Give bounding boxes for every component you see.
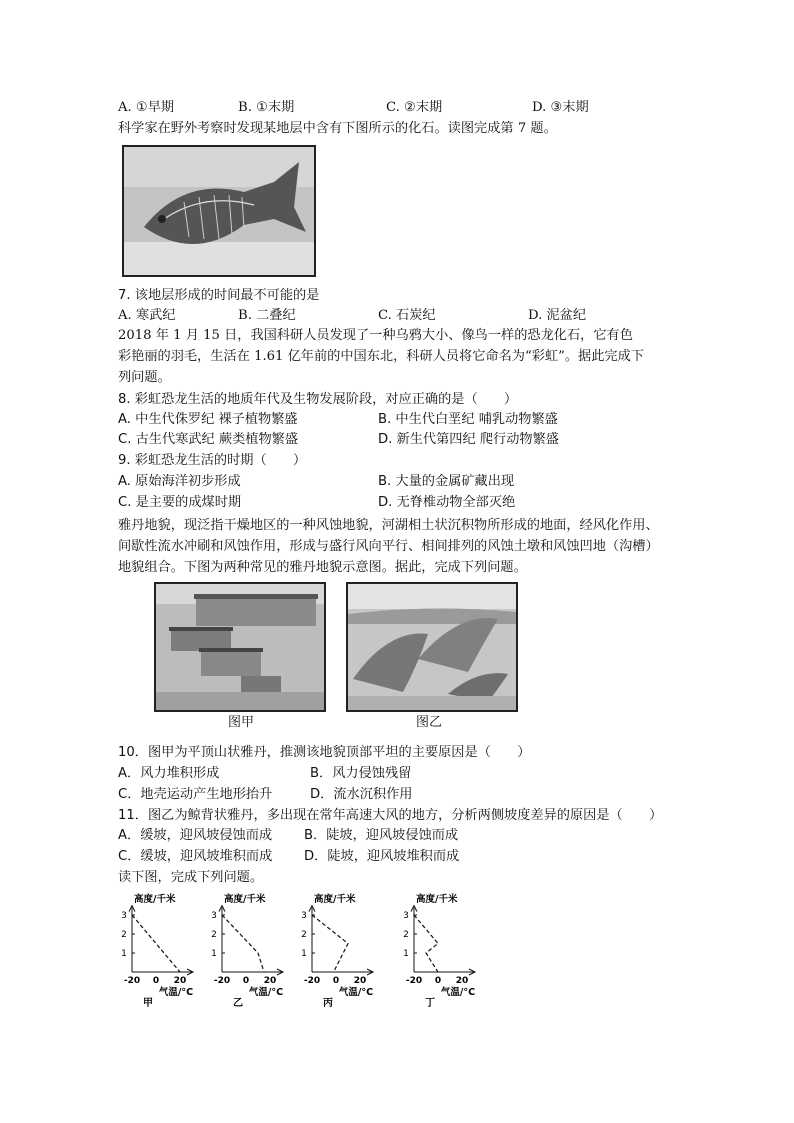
x-tick-label: -20 <box>303 976 321 986</box>
x-tick-label: 20 <box>353 976 367 986</box>
temperature-profile-line <box>222 915 264 972</box>
x-tick-label: 0 <box>242 976 250 986</box>
q7-option-d: D. 泥盆纪 <box>528 308 587 323</box>
flat-top-yardang-drawing <box>156 584 324 710</box>
q6-option-b: B. ①末期 <box>238 100 295 115</box>
q8-option-c: C. 古生代寒武纪 蕨类植物繁盛 <box>118 432 299 447</box>
temperature-chart-2 <box>211 893 283 1009</box>
y-tick-label: 1 <box>121 949 127 959</box>
q11-option-c: C．缓坡，迎风坡堆积而成 <box>118 849 273 864</box>
q7-option-a: A. 寒武纪 <box>118 308 176 323</box>
yardang-figure-jia <box>154 582 326 712</box>
x-axis-label: 气温/°C <box>158 987 194 998</box>
y-tick-label: 1 <box>403 949 409 959</box>
q12-intro: 读下图，完成下列问题。 <box>118 870 264 885</box>
figure-jia-caption: 图甲 <box>228 715 255 730</box>
temperature-profile-line <box>312 915 348 972</box>
chart-title: 丁 <box>425 998 435 1009</box>
q9-option-c: C. 是主要的成煤时期 <box>118 495 242 510</box>
x-tick-label: 0 <box>332 976 340 986</box>
y-axis-label: 高度/千米 <box>416 894 458 905</box>
x-tick-label: 20 <box>173 976 187 986</box>
q11-stem: 11．图乙为鲸背状雅丹，多出现在常年高速大风的地方，分析两侧坡度差异的原因是（ ） <box>118 808 663 823</box>
q9-option-a: A. 原始海洋初步形成 <box>118 474 241 489</box>
x-axis-label: 气温/°C <box>338 987 374 998</box>
q10-option-b: B．风力侵蚀残留 <box>310 766 412 781</box>
q6-option-a: A. ①早期 <box>118 100 175 115</box>
q7-intro: 科学家在野外考察时发现某地层中含有下图所示的化石。读图完成第 7 题。 <box>118 121 557 136</box>
x-tick-label: 0 <box>434 976 442 986</box>
q10-option-a: A．风力堆积形成 <box>118 766 220 781</box>
q11-option-d: D．陡坡，迎风坡堆积而成 <box>304 849 460 864</box>
q8-9-intro-line-2: 彩艳丽的羽毛，生活在 1.61 亿年前的中国东北，科研人员将它命名为“彩虹”。据此完成下 <box>118 349 644 364</box>
temperature-chart-3 <box>301 893 373 1009</box>
x-tick-label: -20 <box>213 976 231 986</box>
q6-option-c: C. ②末期 <box>386 100 443 115</box>
temperature-chart-4 <box>403 893 475 1009</box>
q8-stem: 8. 彩虹恐龙生活的地质年代及生物发展阶段，对应正确的是（ ） <box>118 392 518 407</box>
whaleback-yardang-drawing <box>348 584 516 710</box>
fish-fossil-drawing <box>124 147 314 275</box>
fish-fossil-image <box>122 145 316 277</box>
q8-option-d: D. 新生代第四纪 爬行动物繁盛 <box>378 432 559 447</box>
x-tick-label: 20 <box>455 976 469 986</box>
q7-option-c: C. 石炭纪 <box>378 308 436 323</box>
y-tick-label: 1 <box>211 949 217 959</box>
y-tick-label: 3 <box>121 911 127 921</box>
chart-title: 甲 <box>143 998 153 1009</box>
q8-9-intro-line-3: 列问题。 <box>118 370 171 385</box>
temperature-profile-line <box>414 915 438 972</box>
temperature-profile-charts <box>110 888 510 1013</box>
y-axis-label: 高度/千米 <box>224 894 266 905</box>
y-axis-label: 高度/千米 <box>314 894 356 905</box>
figure-yi-caption: 图乙 <box>416 715 443 730</box>
x-tick-label: -20 <box>405 976 423 986</box>
x-tick-label: 0 <box>152 976 160 986</box>
y-tick-label: 2 <box>403 930 409 940</box>
chart-title: 丙 <box>323 998 333 1009</box>
yardang-figure-yi <box>346 582 518 712</box>
x-tick-label: -20 <box>123 976 141 986</box>
q10-11-intro-line-3: 地貌组合。下图为两种常见的雅丹地貌示意图。据此，完成下列问题。 <box>118 560 527 575</box>
q6-option-d: D. ③末期 <box>532 100 589 115</box>
q9-option-b: B. 大量的金属矿藏出现 <box>378 474 515 489</box>
x-axis-label: 气温/°C <box>248 987 284 998</box>
q7-option-b: B. 二叠纪 <box>238 308 296 323</box>
y-tick-label: 2 <box>301 930 307 940</box>
y-tick-label: 2 <box>211 930 217 940</box>
q9-stem: 9. 彩虹恐龙生活的时期（ ） <box>118 453 307 468</box>
q11-option-a: A．缓坡，迎风坡侵蚀而成 <box>118 828 273 843</box>
q10-11-intro-line-2: 间歇性流水冲刷和风蚀作用，形成与盛行风向平行、相间排列的风蚀土墩和风蚀凹地（沟槽） <box>118 539 659 554</box>
x-tick-label: 20 <box>263 976 277 986</box>
q9-option-d: D. 无脊椎动物全部灭绝 <box>378 495 516 510</box>
y-tick-label: 2 <box>121 930 127 940</box>
q10-11-intro-line-1: 雅丹地貌，现泛指干燥地区的一种风蚀地貌，河湖相土状沉积物所形成的地面，经风化作用、 <box>118 518 659 533</box>
q8-9-intro-line-1: 2018 年 1 月 15 日，我国科研人员发现了一种乌鸦大小、像鸟一样的恐龙化石，它有色 <box>118 328 633 343</box>
temperature-chart-1 <box>121 893 193 1009</box>
y-tick-label: 1 <box>301 949 307 959</box>
y-axis-label: 高度/千米 <box>134 894 176 905</box>
temperature-profile-line <box>132 915 180 972</box>
y-tick-label: 3 <box>403 911 409 921</box>
y-tick-label: 3 <box>301 911 307 921</box>
q8-option-b: B. 中生代白垩纪 哺乳动物繁盛 <box>378 412 558 427</box>
q8-option-a: A. 中生代侏罗纪 裸子植物繁盛 <box>118 412 298 427</box>
q11-option-b: B．陡坡，迎风坡侵蚀而成 <box>304 828 459 843</box>
q10-stem: 10．图甲为平顶山状雅丹，推测该地貌顶部平坦的主要原因是（ ） <box>118 745 531 760</box>
y-tick-label: 3 <box>211 911 217 921</box>
q10-option-c: C．地壳运动产生地形抬升 <box>118 787 273 802</box>
chart-title: 乙 <box>233 998 243 1009</box>
q7-stem: 7. 该地层形成的时间最不可能的是 <box>118 288 320 303</box>
q10-option-d: D．流水沉积作用 <box>310 787 413 802</box>
x-axis-label: 气温/°C <box>440 987 476 998</box>
